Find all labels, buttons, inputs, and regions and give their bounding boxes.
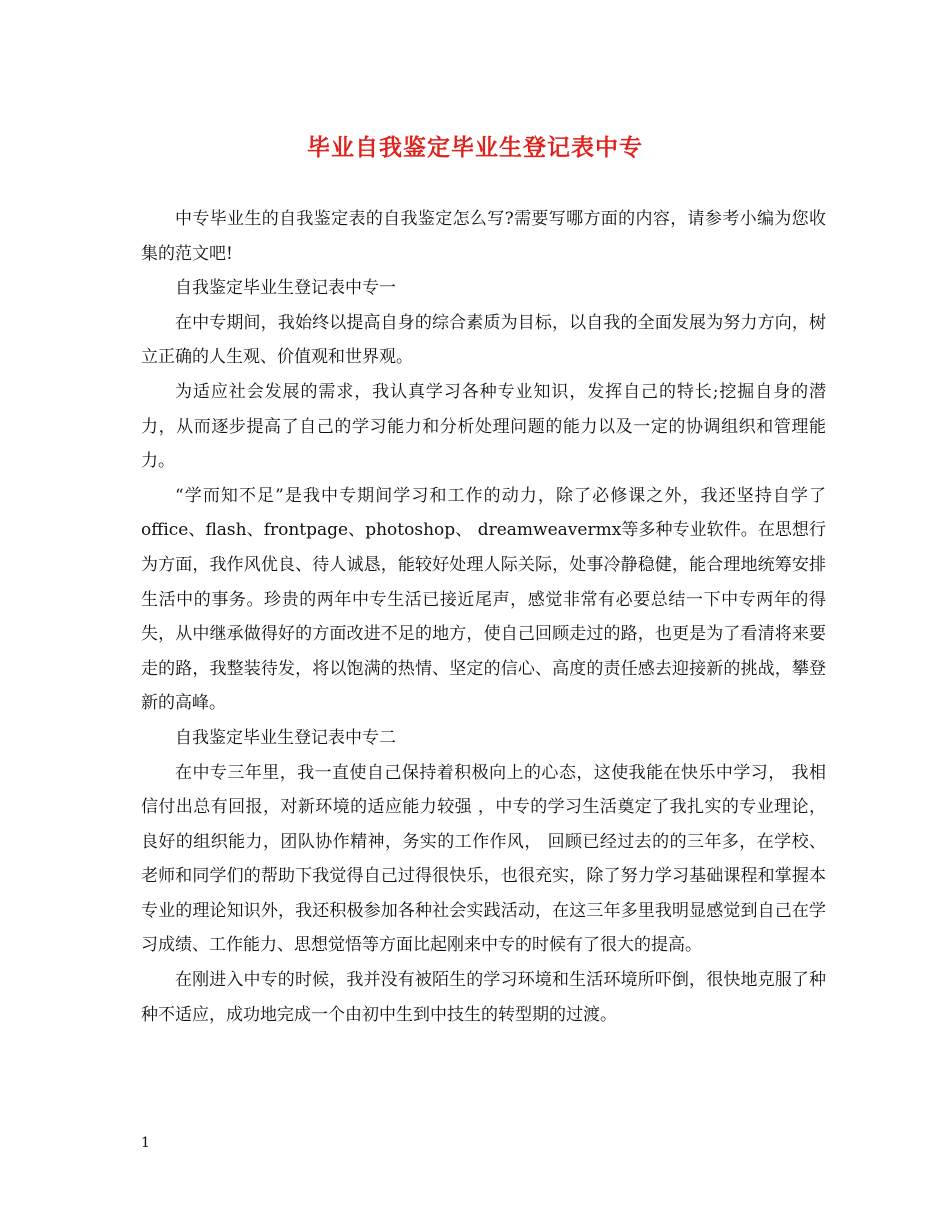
- document-title: 毕业自我鉴定毕业生登记表中专: [307, 134, 643, 161]
- page-number: 1: [141, 1135, 150, 1151]
- body-paragraph: 在中专期间，我始终以提高自身的综合素质为目标，以自我的全面发展为努力方向，树立正确的人生观、价值观和世界观。: [141, 312, 826, 368]
- intro-paragraph: 中专毕业生的自我鉴定表的自我鉴定怎么写?需要写哪方面的内容，请参考小编为您收集的范文吧!: [141, 209, 826, 264]
- body-paragraph: 在刚进入中专的时候，我并没有被陌生的学习环境和生活环境所吓倒，很快地克服了种种不适应，成功地完成一个由初中生到中技生的转型期的过渡。: [141, 970, 826, 1025]
- body-paragraph: 在中专三年里，我一直使自己保持着积极向上的心态，这使我能在快乐中学习， 我相信付出总有回报，对新环境的适应能力较强 ，中专的学习生活奠定了我扎实的专业理论，良好的组织能力，团队协作精神，务实的工作作风， 回顾已经过去的的三年多，在学校、老师和同学们的帮助下我觉得自己过得很快乐，也很充实，除了努力学习基础课程和掌握本专业的理论知识外，我还积极参加各种社会实践活动，在这三年多里我明显感觉到自己在学习成绩、工作能力、思想觉悟等方面比起刚来中专的时候有了很大的提高。: [141, 762, 826, 956]
- body-paragraph: “学而知不足”是我中专期间学习和工作的动力，除了必修课之外，我还坚持自学了office、flash、frontpage、photoshop、 dreamweavermx等多种专业软件。在思想行为方面，我作风优良、待人诚恳，能较好处理人际关际，处事冷静稳健，能合理地统筹安排生活中的事务。珍贵的两年中专生活已接近尾声，感觉非常有必要总结一下中专两年的得失，从中继承做得好的方面改进不足的地方，使自己回顾走过的路，也更是为了看清将来要走的路，我整装待发，将以饱满的热情、坚定的信心、高度的责任感去迎接新的挑战，攀登新的高峰。: [141, 485, 826, 714]
- document-body: [141, 202, 826, 1032]
- section-heading-one: 自我鉴定毕业生登记表中专一: [175, 278, 396, 299]
- body-paragraph: 为适应社会发展的需求，我认真学习各种专业知识，发挥自己的特长;挖掘自身的潜力，从而逐步提高了自己的学习能力和分析处理问题的能力以及一定的协调组织和管理能力。: [141, 381, 826, 472]
- section-heading-two: 自我鉴定毕业生登记表中专二: [175, 727, 396, 748]
